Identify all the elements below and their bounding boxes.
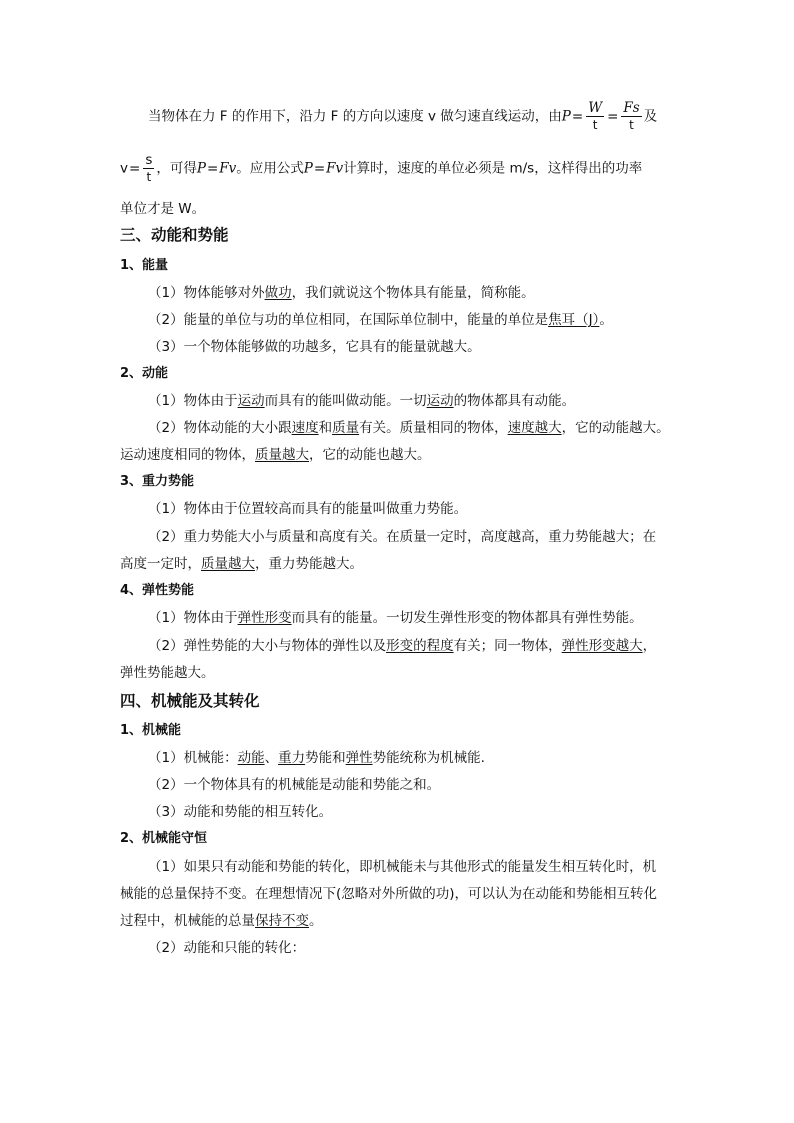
underlined-term: 运动 [426, 393, 454, 409]
equals-sign: = [206, 160, 219, 177]
text: （1）物体由于 [148, 610, 238, 626]
text: 。 [599, 312, 613, 328]
underlined-term: 质量越大 [201, 556, 255, 572]
gravitational-point-2-cont [120, 555, 363, 573]
subsection-conservation-title: 2、机械能守恒 [120, 831, 208, 846]
equals-sign: = [313, 160, 326, 177]
formula-line-3: 单位才是 W。 [120, 201, 206, 217]
text: （2）弹性势能的大小与物体的弹性以及 [148, 638, 387, 654]
equals-sign: = [571, 108, 584, 125]
underlined-term: 焦耳（J） [548, 312, 600, 328]
text: （2）物体动能的大小跟 [148, 420, 292, 436]
text: 势能统称为机械能. [372, 750, 485, 766]
fraction-denominator: t [592, 118, 598, 132]
fv-symbol: Fv [326, 160, 344, 177]
text: 有关。质量相同的物体， [359, 420, 508, 436]
equals-sign: = [129, 160, 141, 177]
underlined-term: 弹性形变 [237, 610, 292, 626]
power-symbol: P [303, 160, 313, 177]
text: 而具有的能叫做动能。一切 [264, 393, 427, 409]
mechanical-point-1 [148, 749, 485, 767]
formula-text: ，可得 [156, 160, 197, 177]
gravitational-point-2: （2）重力势能大小与质量和高度有关。在质量一定时，高度越高，重力势能越大；在 [148, 529, 657, 545]
conservation-point-1: （1）如果只有动能和势能的转化，即机械能未与其他形式的能量发生相互转化时，机 [148, 859, 657, 875]
subsection-mechanical-title: 1、机械能 [120, 723, 182, 738]
subsection-elastic-title: 4、弹性势能 [120, 583, 195, 598]
text: （1）物体由于 [148, 393, 238, 409]
text: （1）物体能够对外 [148, 285, 265, 301]
fraction-denominator: t [146, 170, 152, 184]
formula-text: 当物体在力 F 的作用下，沿力 F 的方向以速度 v 做匀速直线运动，由 [148, 108, 562, 125]
underlined-term: 质量 [332, 420, 360, 436]
underlined-term: 弹性形变越大 [561, 638, 643, 654]
and-text: 及 [643, 108, 658, 125]
subsection-kinetic-title: 2、动能 [120, 366, 169, 381]
kinetic-point-2-cont [120, 446, 431, 464]
text: 、 [264, 750, 279, 766]
text: 。 [309, 913, 323, 929]
elastic-point-2-cont: 弹性势能越大。 [120, 665, 215, 681]
energy-point-3: （3）一个物体能够做的功越多，它具有的能量就越大。 [148, 339, 481, 355]
formula-line-1 [148, 100, 657, 133]
kinetic-point-2 [148, 419, 670, 437]
energy-point-1 [148, 284, 535, 302]
underlined-term: 保持不变 [255, 913, 309, 929]
underlined-term: 速度 [291, 420, 319, 436]
text: ， [642, 638, 657, 654]
text: （2）能量的单位与功的单位相同，在国际单位制中，能量的单位是 [148, 312, 549, 328]
kinetic-point-1 [148, 392, 575, 410]
power-symbol: P [196, 160, 206, 177]
text: 势能和 [305, 750, 346, 766]
gravitational-point-1: （1）物体由于位置较高而具有的能量叫做重力势能。 [148, 501, 468, 517]
text: 而具有的能量。一切发生弹性形变的物体都具有弹性势能。 [291, 610, 643, 626]
underlined-term: 动能 [237, 750, 265, 766]
text: 有关；同一物体， [453, 638, 562, 654]
subsection-gravitational-title: 3、重力势能 [120, 474, 195, 489]
fraction-w-over-t [586, 100, 604, 133]
fraction-numerator: Fs [623, 100, 640, 116]
formula-text: 计算时，速度的单位必须是 m/s，这样得出的功率 [343, 160, 643, 177]
underlined-term: 运动 [237, 393, 265, 409]
equals-sign: = [607, 108, 619, 125]
mechanical-point-2: （2）一个物体具有的机械能是动能和势能之和。 [148, 777, 441, 793]
text: （1）机械能： [148, 750, 238, 766]
fraction-fs-over-t [621, 100, 641, 133]
section-3-title: 三、动能和势能 [120, 226, 229, 244]
text: 运动速度相同的物体， [120, 447, 255, 463]
fraction-numerator: s [145, 152, 153, 168]
underlined-term: 形变的程度 [386, 638, 454, 654]
underlined-term: 速度越大 [507, 420, 562, 436]
fraction-s-over-t [143, 152, 154, 185]
fraction-denominator: t [629, 118, 634, 132]
formula-line-2 [120, 152, 642, 185]
text: 过程中，机械能的总量 [120, 913, 255, 929]
text: ，我们就说这个物体具有能量，简称能。 [291, 285, 535, 301]
conservation-point-1-cont2 [120, 912, 323, 930]
fraction-numerator: W [588, 100, 603, 116]
velocity-symbol: v [120, 160, 128, 177]
text: 高度一定时， [120, 556, 201, 572]
section-4-title: 四、机械能及其转化 [120, 692, 260, 710]
power-symbol: P [561, 108, 571, 125]
underlined-term: 弹性 [345, 750, 373, 766]
text: 的物体都具有动能。 [453, 393, 576, 409]
text: 和 [318, 420, 333, 436]
fv-symbol: Fv [219, 160, 237, 177]
conservation-point-2: （2）动能和只能的转化： [148, 940, 306, 956]
subsection-energy-title: 1、能量 [120, 258, 169, 273]
text: ，重力势能越大。 [255, 556, 363, 572]
conservation-point-1-cont: 械能的总量保持不变。在理想情况下(忽略对外所做的功)，可以认为在动能和势能相互转化 [120, 886, 658, 902]
underlined-term: 重力 [278, 750, 306, 766]
text: ，它的动能也越大。 [309, 447, 431, 463]
mechanical-point-3: （3）动能和势能的相互转化。 [148, 804, 333, 820]
energy-point-2 [148, 311, 613, 329]
elastic-point-1 [148, 609, 643, 627]
formula-text: 。应用公式 [236, 160, 304, 177]
elastic-point-2 [148, 637, 656, 655]
underlined-term: 质量越大 [255, 447, 309, 463]
text: ，它的动能越大。 [561, 420, 670, 436]
underlined-term: 做功 [264, 285, 292, 301]
